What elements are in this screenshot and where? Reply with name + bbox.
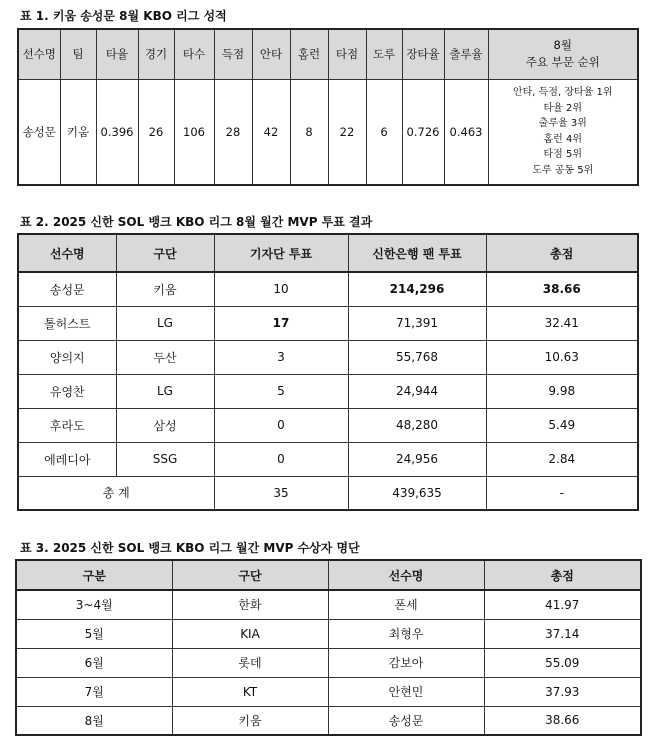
header-cell: 신한은행 팬 투표 [348, 234, 486, 272]
rank-note: 홈런 4위 [543, 133, 583, 145]
table-row [16, 648, 641, 677]
table-cell: 키움 [60, 79, 96, 185]
table-row [18, 79, 638, 185]
table-cell: 22 [328, 79, 366, 185]
table-cell: 106 [174, 79, 214, 185]
header-cell: 총점 [484, 560, 641, 590]
table1-stats [17, 28, 639, 186]
table-cell: LG [116, 306, 214, 340]
table-cell: 55,768 [348, 340, 486, 374]
table-cell: 송성문 [18, 79, 60, 185]
table-cell: 214,296 [348, 272, 486, 306]
table1-header-row [18, 29, 638, 79]
table-cell: 41.97 [484, 590, 641, 619]
rank-note: 타율 2위 [543, 102, 583, 114]
table-cell: 안현민 [328, 677, 484, 706]
rank-note: 도루 공동 5위 [532, 164, 594, 176]
table-cell: 28 [214, 79, 252, 185]
table-cell: 9.98 [486, 374, 638, 408]
table-cell: 후라도 [18, 408, 116, 442]
table-cell: 롯데 [172, 648, 328, 677]
table-cell: 양의지 [18, 340, 116, 374]
table-cell: 439,635 [348, 476, 486, 510]
table-cell: 0.463 [444, 79, 488, 185]
header-month: 8월 [553, 38, 572, 53]
header-cell: 경기 [138, 29, 174, 79]
table-cell: 에레디아 [18, 442, 116, 476]
table-cell: 24,956 [348, 442, 486, 476]
table-cell: 37.93 [484, 677, 641, 706]
table-cell: KIA [172, 619, 328, 648]
table-cell: 톨허스트 [18, 306, 116, 340]
header-cell-rank [488, 29, 638, 79]
table2-header-row [18, 234, 638, 272]
table-row [18, 374, 638, 408]
table-cell: 8 [290, 79, 328, 185]
table-cell: SSG [116, 442, 214, 476]
table-cell: 17 [214, 306, 348, 340]
table-cell: 0 [214, 408, 348, 442]
table-cell: KT [172, 677, 328, 706]
table-cell: 48,280 [348, 408, 486, 442]
table-cell: 55.09 [484, 648, 641, 677]
table-cell: 키움 [172, 706, 328, 735]
table-cell: 5월 [16, 619, 172, 648]
header-cell: 구분 [16, 560, 172, 590]
table-row [18, 306, 638, 340]
table-cell: 0.396 [96, 79, 138, 185]
table-cell: 10.63 [486, 340, 638, 374]
table3-header-row [16, 560, 641, 590]
table1-caption: 표 1. 키움 송성문 8월 KBO 리그 성적 [20, 9, 227, 23]
table-row [16, 590, 641, 619]
header-cell: 구단 [172, 560, 328, 590]
table-row [18, 272, 638, 306]
table-cell: 32.41 [486, 306, 638, 340]
rank-note: 출루율 3위 [538, 118, 587, 130]
table-cell: 최형우 [328, 619, 484, 648]
table-cell: 10 [214, 272, 348, 306]
table-row [16, 677, 641, 706]
table3-mvp-winners [15, 559, 642, 736]
table-cell: 38.66 [484, 706, 641, 735]
header-cell: 도루 [366, 29, 402, 79]
table-cell: 5.49 [486, 408, 638, 442]
header-cell: 출루율 [444, 29, 488, 79]
rank-notes-cell [488, 79, 638, 185]
header-cell: 선수명 [18, 234, 116, 272]
table-cell: 26 [138, 79, 174, 185]
table-cell: 유영찬 [18, 374, 116, 408]
table-cell: 37.14 [484, 619, 641, 648]
table-cell: 두산 [116, 340, 214, 374]
rank-note: 타점 5위 [543, 149, 583, 161]
header-cell: 총점 [486, 234, 638, 272]
table-row [18, 408, 638, 442]
header-rank-label: 주요 부문 순위 [525, 55, 600, 70]
header-cell: 홈런 [290, 29, 328, 79]
table-row [18, 340, 638, 374]
table-cell: 24,944 [348, 374, 486, 408]
table-cell: 3 [214, 340, 348, 374]
table-cell: LG [116, 374, 214, 408]
table-cell: 6월 [16, 648, 172, 677]
table-cell: 송성문 [18, 272, 116, 306]
table-row [18, 442, 638, 476]
header-cell: 선수명 [18, 29, 60, 79]
table-total-row [18, 476, 638, 510]
table-cell: 0.726 [402, 79, 444, 185]
table-cell: 폰세 [328, 590, 484, 619]
table-cell: 2.84 [486, 442, 638, 476]
table-row [16, 706, 641, 735]
table2-vote-results [17, 233, 639, 511]
header-cell: 타율 [96, 29, 138, 79]
table-cell: 71,391 [348, 306, 486, 340]
table-cell: 키움 [116, 272, 214, 306]
header-cell: 기자단 투표 [214, 234, 348, 272]
table-cell: 35 [214, 476, 348, 510]
header-cell: 득점 [214, 29, 252, 79]
header-cell: 선수명 [328, 560, 484, 590]
header-cell: 안타 [252, 29, 290, 79]
table-row [16, 619, 641, 648]
header-cell: 팀 [60, 29, 96, 79]
rank-note: 안타, 득점, 장타율 1위 [512, 87, 613, 99]
header-cell: 타수 [174, 29, 214, 79]
table2-caption: 표 2. 2025 신한 SOL 뱅크 KBO 리그 8월 월간 MVP 투표 결과 [20, 215, 373, 229]
table-cell: 7월 [16, 677, 172, 706]
table-cell: 5 [214, 374, 348, 408]
table-cell: 6 [366, 79, 402, 185]
table-cell: 삼성 [116, 408, 214, 442]
table-cell: 3~4월 [16, 590, 172, 619]
table-cell: 38.66 [486, 272, 638, 306]
table-cell: 한화 [172, 590, 328, 619]
table-cell: - [486, 476, 638, 510]
table-cell: 42 [252, 79, 290, 185]
header-cell: 타점 [328, 29, 366, 79]
table-cell: 8월 [16, 706, 172, 735]
table3-caption: 표 3. 2025 신한 SOL 뱅크 KBO 리그 월간 MVP 수상자 명단 [20, 541, 360, 555]
table-cell: 0 [214, 442, 348, 476]
table-cell: 송성문 [328, 706, 484, 735]
total-label: 총 계 [18, 476, 214, 510]
header-cell: 구단 [116, 234, 214, 272]
table-cell: 감보아 [328, 648, 484, 677]
header-cell: 장타율 [402, 29, 444, 79]
